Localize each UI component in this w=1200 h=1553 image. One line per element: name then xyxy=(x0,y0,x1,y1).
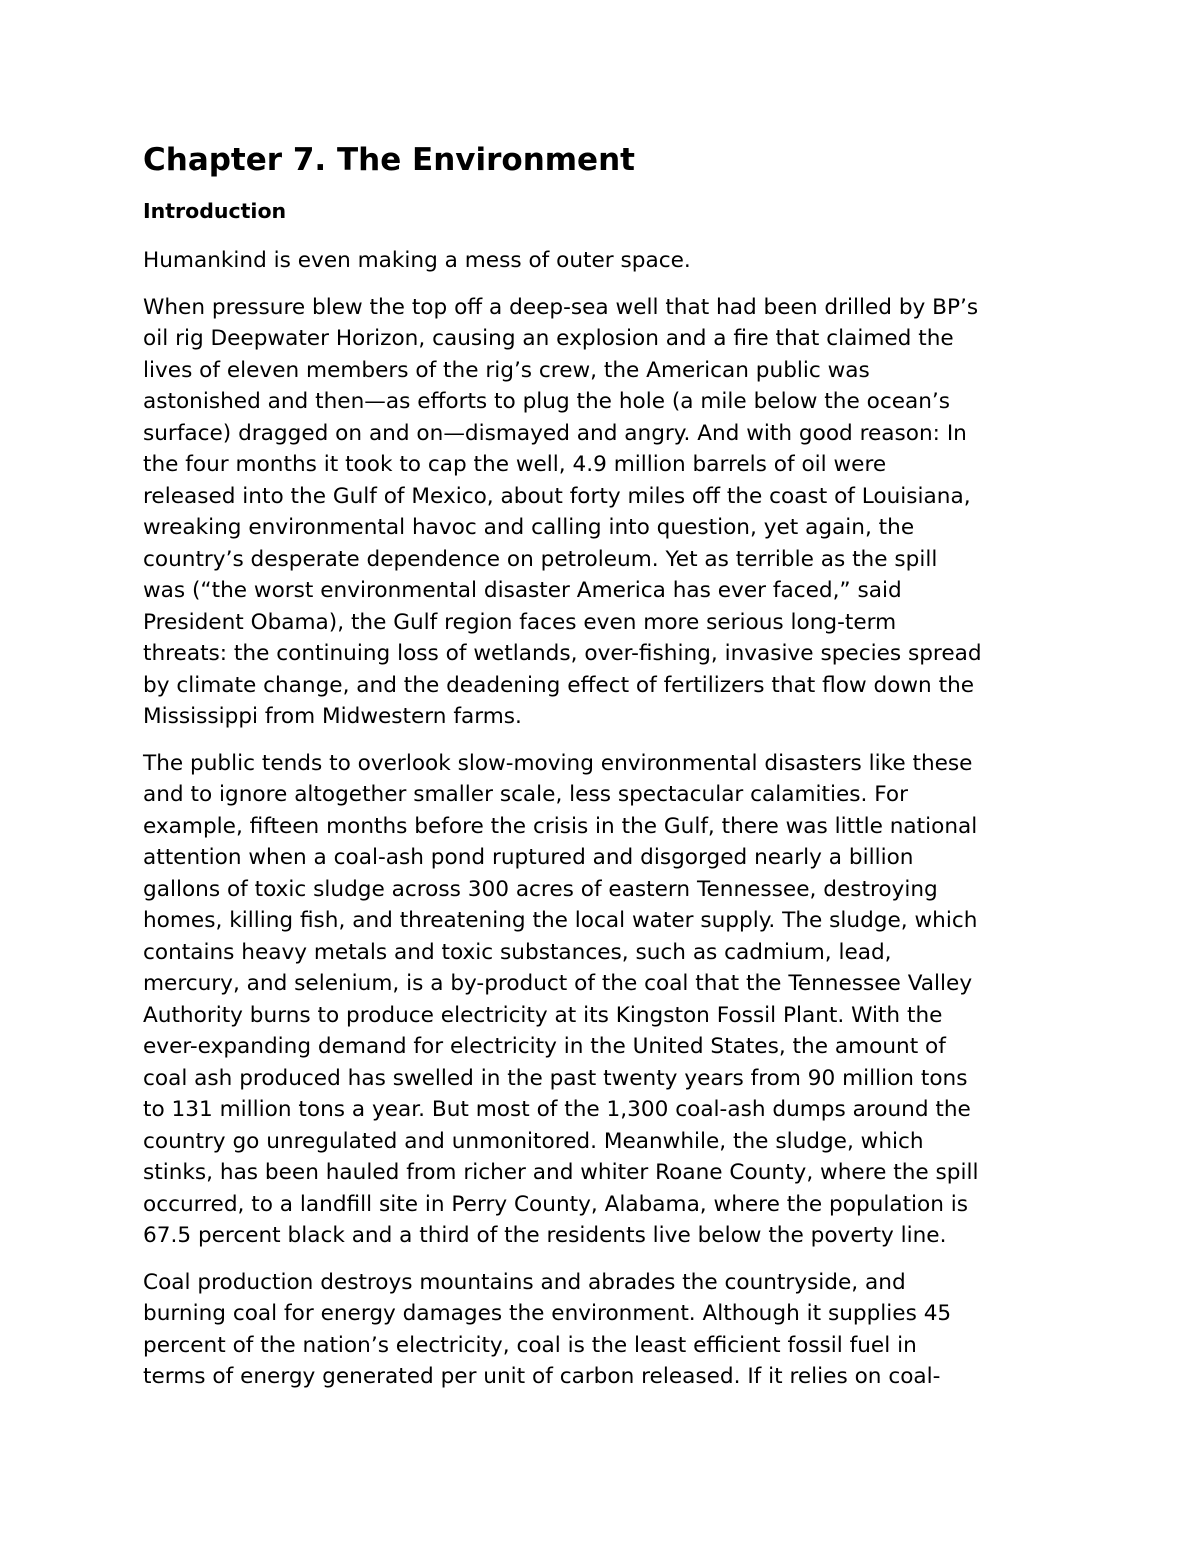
text-line: Mississippi from Midwestern farms. xyxy=(143,704,522,729)
text-line: surface) dragged on and on—dismayed and angry. And with good reason: In xyxy=(143,420,967,446)
text-line: coal ash produced has swelled in the past twenty years from 90 million tons xyxy=(143,1065,968,1091)
text-line: threats: the continuing loss of wetlands, over-fishing, invasive species spread xyxy=(143,641,982,666)
text-line: the four months it took to cap the well, 4.9 million barrels of oil were xyxy=(143,452,887,477)
text-line: example, fifteen months before the crisis in the Gulf, there was little national xyxy=(143,813,978,839)
text-line: attention when a coal-ash pond ruptured and disgorged nearly a billion xyxy=(143,845,914,870)
text-line: by climate change, and the deadening effect of fertilizers that flow down the xyxy=(143,672,975,698)
text-line: When pressure blew the top off a deep-sea well that had been drilled by BP’s xyxy=(143,294,979,320)
text-line: occurred, to a landfill site in Perry County, Alabama, where the population is xyxy=(143,1191,969,1217)
text-line: country’s desperate dependence on petroleum. Yet as terrible as the spill xyxy=(143,546,938,572)
document-body xyxy=(143,245,1083,1408)
paragraph xyxy=(143,748,1083,1252)
text-line: 67.5 percent black and a third of the residents live below the poverty line. xyxy=(143,1223,947,1248)
chapter-title: Chapter 7. The Environment xyxy=(143,142,635,178)
text-line: Humankind is even making a mess of outer space. xyxy=(143,248,691,273)
paragraph xyxy=(143,1267,1083,1393)
text-line: oil rig Deepwater Horizon, causing an explosion and a fire that claimed the xyxy=(143,326,954,351)
text-line: contains heavy metals and toxic substances, such as cadmium, lead, xyxy=(143,939,892,965)
text-line: percent of the nation’s electricity, coal is the least efficient fossil fuel in xyxy=(143,1332,917,1358)
text-line: ever-expanding demand for electricity in the United States, the amount of xyxy=(143,1034,946,1059)
text-line: Authority burns to produce electricity at its Kingston Fossil Plant. With the xyxy=(143,1002,943,1028)
text-line: President Obama), the Gulf region faces even more serious long-term xyxy=(143,609,897,635)
paragraph xyxy=(143,292,1083,733)
text-line: mercury, and selenium, is a by-product of the coal that the Tennessee Valley xyxy=(143,971,973,996)
text-line: astonished and then—as efforts to plug the hole (a mile below the ocean’s xyxy=(143,389,951,414)
text-line: gallons of toxic sludge across 300 acres of eastern Tennessee, destroying xyxy=(143,876,938,902)
text-line: burning coal for energy damages the environment. Although it supplies 45 xyxy=(143,1301,952,1326)
text-line: wreaking environmental havoc and calling into question, yet again, the xyxy=(143,515,915,540)
text-line: homes, killing fish, and threatening the local water supply. The sludge, which xyxy=(143,908,978,933)
text-line: terms of energy generated per unit of carbon released. If it relies on coal- xyxy=(143,1364,941,1389)
text-line: was (“the worst environmental disaster America has ever faced,” said xyxy=(143,578,902,603)
text-line: Coal production destroys mountains and abrades the countryside, and xyxy=(143,1269,906,1295)
text-line: and to ignore altogether smaller scale, less spectacular calamities. For xyxy=(143,782,909,807)
text-line: The public tends to overlook slow-moving environmental disasters like these xyxy=(143,750,973,776)
text-line: released into the Gulf of Mexico, about forty miles off the coast of Louisiana, xyxy=(143,483,971,509)
text-line: to 131 million tons a year. But most of the 1,300 coal-ash dumps around the xyxy=(143,1097,971,1122)
paragraph xyxy=(143,245,1083,277)
text-line: stinks, has been hauled from richer and whiter Roane County, where the spill xyxy=(143,1160,979,1185)
text-line: country go unregulated and unmonitored. Meanwhile, the sludge, which xyxy=(143,1128,924,1154)
section-heading: Introduction xyxy=(143,199,287,223)
text-line: lives of eleven members of the rig’s crew, the American public was xyxy=(143,357,870,383)
